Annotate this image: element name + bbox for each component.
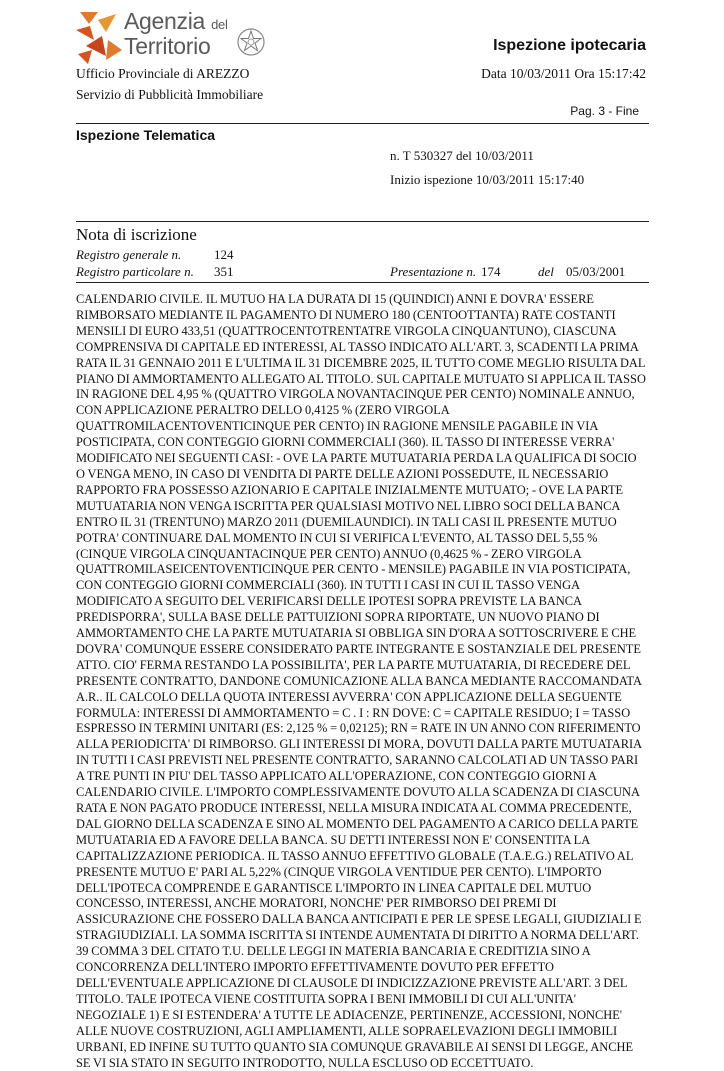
- registro-generale-value: 124: [214, 247, 234, 262]
- presentazione-date: 05/03/2001: [566, 264, 626, 279]
- section-title: Ispezione Telematica: [76, 127, 216, 143]
- protocol-number: n. T 530327 del 10/03/2011: [390, 148, 534, 163]
- note-divider-top: [76, 221, 649, 222]
- registro-particolare-value: 351: [214, 264, 234, 279]
- page-number: Pag. 3 - Fine: [570, 104, 639, 118]
- note-body-text: CALENDARIO CIVILE. IL MUTUO HA LA DURATA DI 15 (QUINDICI) ANNI E DOVRA' ESSERE RIMBORSATO MEDIANTE IL PAGAMENTO DI NUMERO 180 (CENTOOTTANTA) RATE COSTANTI MENSILI DI EURO 433,51 (QUATTROCENTOTRENTATRE VIRGOLA CINQUANTUNO), CIASCUNA COMPRENSIVA DI CAPITALE ED INTERESSI, AL TASSO INDICATO ALL'ART. 3, SCADENTI LA PRIMA RATA IL 31 GENNAIO 2011 E L'ULTIMA IL 31 DICEMBRE 2025, IL TUTTO COME MEGLIO RISULTA DAL PIANO DI AMMORTAMENTO ALLEGATO AL TITOLO. SUL CAPITALE MUTUATO SI APPLICA IL TASSO IN RAGIONE DEL 4,95 % (QUATTRO VIRGOLA NOVANTACINQUE PER CENTO) NOMINALE ANNUO, CON APPLICAZIONE PERALTRO DELLO 0,4125 % (ZERO VIRGOLA QUATTROMILACENTOVENTICINQUE PER CENTO) IN RAGIONE MENSILE PAGABILE IN VIA POSTICIPATA, CON CONTEGGIO GIORNI COMMERCIALI (360). IL TASSO DI INTERESSE VERRA' MODIFICATO NEI SEGUENTI CASI: - OVE LA PARTE MUTUATARIA PERDA LA QUALIFICA DI SOCIO O VENGA MENO, IN CASO DI VENDITA DI PARTE DELLE AZIONI POSSEDUTE, IL NECESSARIO RAPPORTO FRA POSSESSO AZIONARIO E CAPITALE INIZIALMENTE MUTUATO; - OVE LA PARTE MUTUATARIA NON VENGA ISCRITTA PER QUALSIASI MOTIVO NEL LIBRO SOCI DELLA BANCA ENTRO IL 31 (TRENTUNO) MARZO 2011 (DUEMILAUNDICI). IN TALI CASI IL PRESENTE MUTUO POTRA' CONTINUARE DAL MOMENTO IN CUI SI VERIFICA L'EVENTO, AL TASSO DEL 5,55 % (CINQUE VIRGOLA CINQUANTACINQUE PER CENTO) ANNUO (0,4625 % - ZERO VIRGOLA QUATTROMILASEICENTOVENTICINQUE PER CENTO - MENSILE) PAGABILE IN VIA POSTICIPATA, CON CONTEGGIO GIORNI COMMERCIALI (360). IN TUTTI I CASI IN CUI IL TASSO VENGA MODIFICATO A SEGUITO DEL VERIFICARSI DELLE IPOTESI SOPRA PREVISTE LA BANCA PREDISPORRA', SULLA BASE DELLE PATTUIZIONI SOPRA RIPORTATE, UN NUOVO PIANO DI AMMORTAMENTO CHE LA PARTE MUTUATARIA SI OBBLIGA SIN D'ORA A SOTTOSCRIVERE E CHE DOVRA' COMUNQUE ESSERE CONSIDERATO PARTE INTEGRANTE E SOSTANZIALE DEL PRESENTE ATTO. CIO' FERMA RESTANDO LA POSSIBILITA', PER LA PARTE MUTUATARIA, DI RECEDERE DEL PRESENTE CONTRATTO, DANDONE COMUNICAZIONE ALLA BANCA MEDIANTE RACCOMANDATA A.R.. IL CALCOLO DELLA QUOTA INTERESSI AVVERRA' CON APPLICAZIONE DELLA SEGUENTE FORMULA: INTERESSI DI AMMORTAMENTO = C . I : RN DOVE: C = CAPITALE RESIDUO; I = TASSO ESPRESSO IN TERMINI UNITARI (ES: 2,125 % = 0,02125); RN = RATE IN UN ANNO CON RIFERIMENTO ALLA PERIODICITA' DI RIMBORSO. GLI INTERESSI DI MORA, DOVUTI DALLA PARTE MUTUATARIA IN TUTTI I CASI PREVISTI NEL PRESENTE CONTRATTO, SARANNO CALCOLATI AD UN TASSO PARI A TRE PUNTI IN PIU' DEL TASSO APPLICATO ALL'OPERAZIONE, CON CONTEGGIO GIORNI A CALENDARIO CIVILE. L'IMPORTO COMPLESSIVAMENTE DOVUTO ALLA SCADENZA DI CIASCUNA RATA E NON PAGATO PRODUCE INTERESSI, NELLA MISURA INDICATA AL COMMA PRECEDENTE, DAL GIORNO DELLA SCADENZA E SINO AL MOMENTO DEL PAGAMENTO A CARICO DELLA PARTE MUTUATARIA ED A FAVORE DELLA BANCA. SU DETTI INTERESSI NON E' CONSENTITA LA CAPITALIZZAZIONE PERIODICA. IL TASSO ANNUO EFFETTIVO GLOBALE (T.A.E.G.) RELATIVO AL PRESENTE MUTUO E' PARI AL 5,22% (CINQUE VIRGOLA VENTIDUE PER CENTO). L'IMPORTO DELL'IPOTECA COMPRENDE E GARANTISCE L'IMPORTO IN LINEA CAPITALE DEL MUTUO CONCESSO, INTERESSI, ANCHE MORATORI, NONCHE' PER RIMBORSO DEI PREMI DI ASSICURAZIONE CHE FOSSERO DALLA BANCA ANTICIPATI E PER LE SPESE LEGALI, GIUDIZIALI E STRAGIUDIZIALI. LA SOMMA ISCRITTA SI INTENDE AUMENTATA DI DIRITTO A NORMA DELL'ART. 39 COMMA 3 DEL CITATO T.U. DELLE LEGGI IN MATERIA BANCARIA E CREDITIZIA SINO A CONCORRENZA DELL'INTERO IMPORTO EFFETTIVAMENTE DOVUTO PER EFFETTO DELL'EVENTUALE APPLICAZIONE DI CLAUSOLE DI INDICIZZAZIONE PREVISTE ALL'ART. 3 DEL TITOLO. TALE IPOTECA VIENE COSTITUITA SOPRA I BENI IMMOBILI DI CUI ALL'UNITA' NEGOZIALE 1) E SI ESTENDERA' A TUTTE LE ADIACENZE, PERTINENZE, ACCESSIONI, NONCHE' ALLE NUOVE COSTRUZIONI, AGLI AMPLIAMENTI, ALLE SOPRAELEVAZIONI DEGLI IMMOBILI URBANI, ED INFINE SU TUTTO QUANTO SIA COMUNQUE GRAVABILE AI SENSI DI LEGGE, ANCHE SE VI SIA STATO IN SEGUITO INTRODOTTO, NULLA ESCLUSO OD ECCETTUATO.: [76, 292, 646, 1070]
- office-name: Ufficio Provinciale di AREZZO: [76, 66, 250, 81]
- presentazione-label: Presentazione n.: [390, 264, 477, 279]
- note-divider-bottom: [76, 282, 649, 283]
- header-divider: [76, 123, 649, 124]
- registro-particolare-label: Registro particolare n.: [76, 264, 194, 279]
- agency-name-line2: Territorio: [124, 33, 211, 59]
- inspection-start: Inizio ispezione 10/03/2011 15:17:40: [390, 172, 585, 187]
- agency-name-line1: Agenzia del: [124, 8, 228, 34]
- inspection-date-time: Data 10/03/2011 Ora 15:17:42: [481, 66, 646, 81]
- document-title: Ispezione ipotecaria: [493, 37, 646, 54]
- agency-logo-mark: [76, 10, 126, 64]
- note-title: Nota di iscrizione: [76, 225, 197, 244]
- presentazione-value: 174: [481, 264, 501, 279]
- registro-generale-label: Registro generale n.: [76, 247, 182, 262]
- service-name: Servizio di Pubblicità Immobiliare: [76, 87, 264, 102]
- republic-emblem-icon: [236, 26, 266, 58]
- del-label: del: [538, 264, 554, 279]
